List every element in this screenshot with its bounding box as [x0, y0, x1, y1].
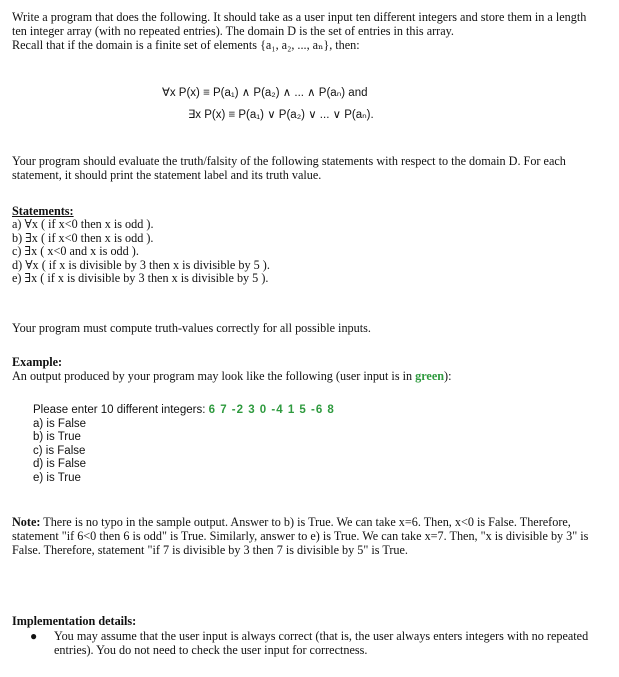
prompt-line	[33, 404, 593, 418]
statement-item: d) ∀x ( if x is divisible by 3 then x is divisible by 5 ).	[12, 257, 270, 272]
recall-line: Recall that if the domain is a finite set of elements {a₁, a₂, ..., aₙ}, then:	[12, 38, 360, 52]
bullet-text: You may assume that the user input is always correct (that is, the user always enters integers with no repeated entries). You do not need to check the user input for correctness.	[54, 629, 589, 657]
intro-section	[12, 10, 600, 52]
example-heading: Example:	[12, 355, 63, 369]
example-intro-green: green	[415, 369, 445, 383]
output-line: b) is True	[33, 431, 81, 443]
prompt-text: Please enter 10 different integers:	[33, 404, 209, 416]
statements-heading: Statements:	[12, 204, 74, 218]
statement-item: b) ∃x ( if x<0 then x is odd ).	[12, 230, 154, 245]
task-section	[12, 154, 600, 182]
exists-formula: ∃x P(x) ≡ P(a₁) ∨ P(a₂) ∨ ... ∨ P(aₙ).	[188, 109, 374, 121]
implementation-heading: Implementation details:	[12, 614, 137, 628]
requirement-line: Your program must compute truth-values correctly for all possible inputs.	[12, 321, 371, 335]
example-intro-before: An output produced by your program may look like the following (user input is in	[12, 369, 416, 383]
example-intro	[12, 369, 600, 383]
note-text: There is no typo in the sample output. Answer to b) is True. We can take x=6. Then, x<0 is False. Therefore, statement "if 6<0 then 6 is odd" is True. Similarly, answer to e) is True. We can take x=7. Then, "x is divisible by 3" is False. Therefore, statement "if 7 is divisible by 3 then 7 is divisible by 5" is True.	[12, 515, 589, 557]
requirement-block	[12, 321, 600, 335]
note-label: Note:	[12, 515, 41, 529]
task-paragraph: Your program should evaluate the truth/falsity of the following statements with respect to the domain D. For each statement, it should print the statement label and its truth value.	[12, 154, 566, 182]
note-paragraph	[12, 515, 600, 557]
statement-item: c) ∃x ( x<0 and x is odd ).	[12, 244, 139, 258]
note-section	[12, 515, 600, 557]
forall-formula: ∀x P(x) ≡ P(a₁) ∧ P(a₂) ∧ ... ∧ P(aₙ) and	[162, 87, 368, 99]
statement-item: a) ∀x ( if x<0 then x is odd ).	[12, 217, 154, 231]
output-line: d) is False	[33, 458, 87, 470]
example-intro-after: ):	[444, 369, 452, 383]
output-line: c) is False	[33, 444, 86, 457]
output-line: a) is False	[33, 417, 87, 430]
statements-section	[12, 204, 600, 286]
example-section	[12, 355, 600, 383]
bullet-icon: ●	[30, 629, 38, 643]
implementation-section	[12, 614, 600, 628]
sample-output	[33, 404, 593, 485]
user-input: 6 7 -2 3 0 -4 1 5 -6 8	[208, 404, 335, 416]
statement-item: e) ∃x ( if x is divisible by 3 then x is divisible by 5 ).	[12, 271, 269, 285]
output-line: e) is True	[33, 471, 81, 484]
intro-paragraph: Write a program that does the following. It should take as a user input ten different integers and store them in a length ten integer array (with no repeated entries). The domain D is the set of entries in this array.	[12, 10, 587, 38]
